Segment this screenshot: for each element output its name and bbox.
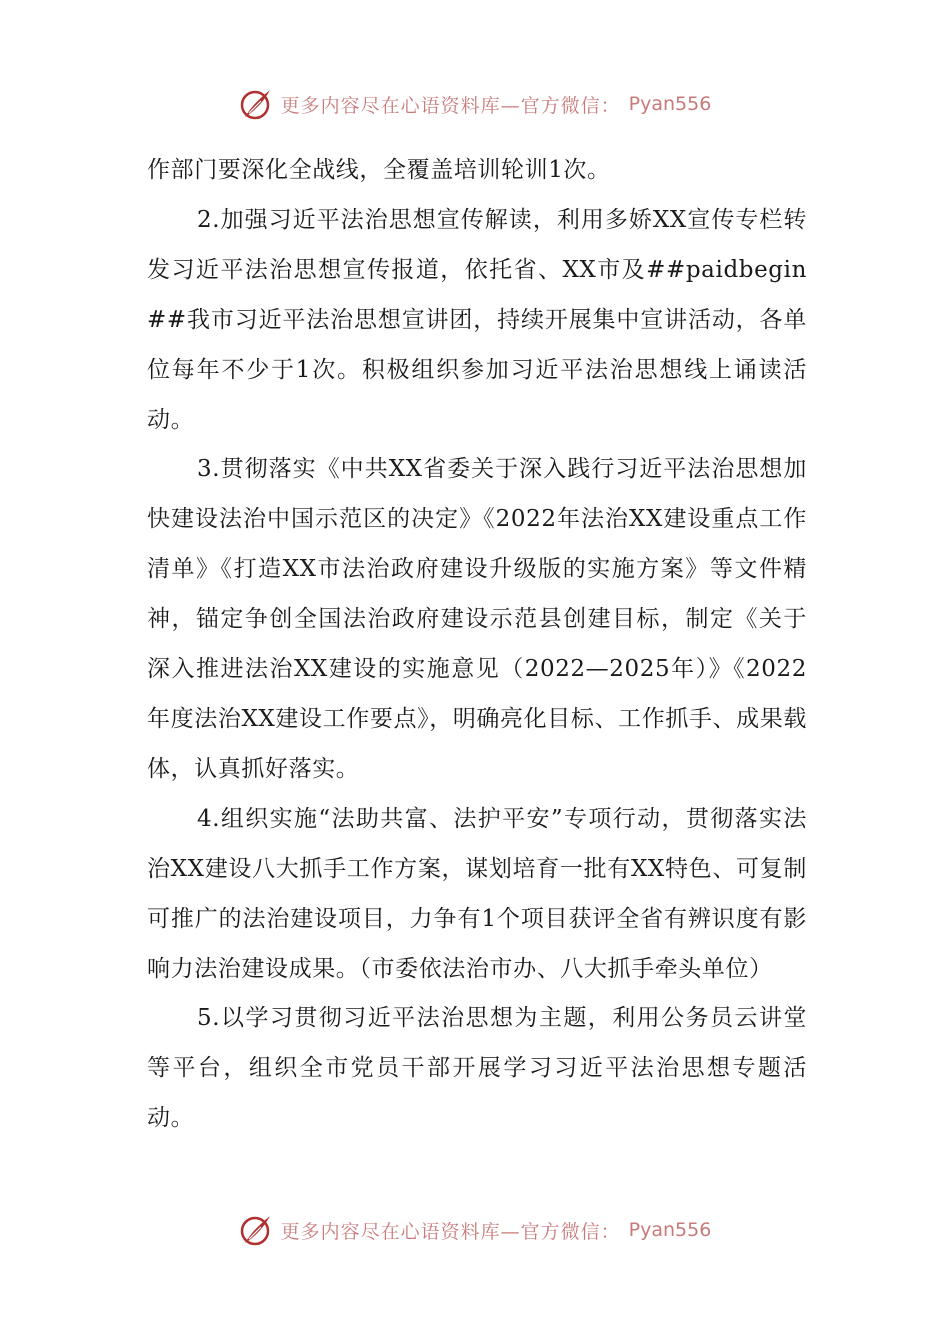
quill-logo-icon	[239, 87, 273, 121]
paragraph-continuation: 作部门要深化全战线，全覆盖培训轮训1次。	[147, 157, 611, 183]
footer-watermark	[0, 1210, 950, 1250]
document-body	[147, 146, 807, 1144]
quill-logo-icon	[239, 1213, 273, 1247]
watermark-wechat-id: Pyan556	[628, 93, 712, 115]
watermark-text: 更多内容尽在心语资料库—官方微信：	[280, 1220, 621, 1243]
paragraph-item-2: 2.加强习近平法治思想宣传解读，利用多娇XX宣传专栏转发习近平法治思想宣传报道，依托省、XX市及##paidbegin##我市习近平法治思想宣讲团，持续开展集中宣讲活动，各单位每年不少于1次。积极组织参加习近平法治思想线上诵读活动。	[147, 206, 807, 433]
paragraph-item-5: 5.以学习贯彻习近平法治思想为主题，利用公务员云讲堂等平台，组织全市党员干部开展学习习近平法治思想专题活动。	[147, 1005, 807, 1132]
watermark-wechat-id: Pyan556	[628, 1219, 712, 1241]
header-watermark	[0, 84, 950, 124]
paragraph-item-4: 4.组织实施“法助共富、法护平安”专项行动，贯彻落实法治XX建设八大抓手工作方案，谋划培育一批有XX特色、可复制可推广的法治建设项目，力争有1个项目获评全省有辨识度有影响力法治建设成果。（市委依法治市办、八大抓手牵头单位）	[147, 805, 807, 982]
watermark-text: 更多内容尽在心语资料库—官方微信：	[280, 94, 621, 117]
paragraph-item-3: 3.贯彻落实《中共XX省委关于深入践行习近平法治思想加快建设法治中国示范区的决定》《2022年法治XX建设重点工作清单》《打造XX市法治政府建设升级版的实施方案》等文件精神，锚定争创全国法治政府建设示范县创建目标，制定《关于深入推进法治XX建设的实施意见（2022—2025年）》《2022年度法治XX建设工作要点》，明确亮化目标、工作抓手、成果载体，认真抓好落实。	[147, 456, 807, 782]
